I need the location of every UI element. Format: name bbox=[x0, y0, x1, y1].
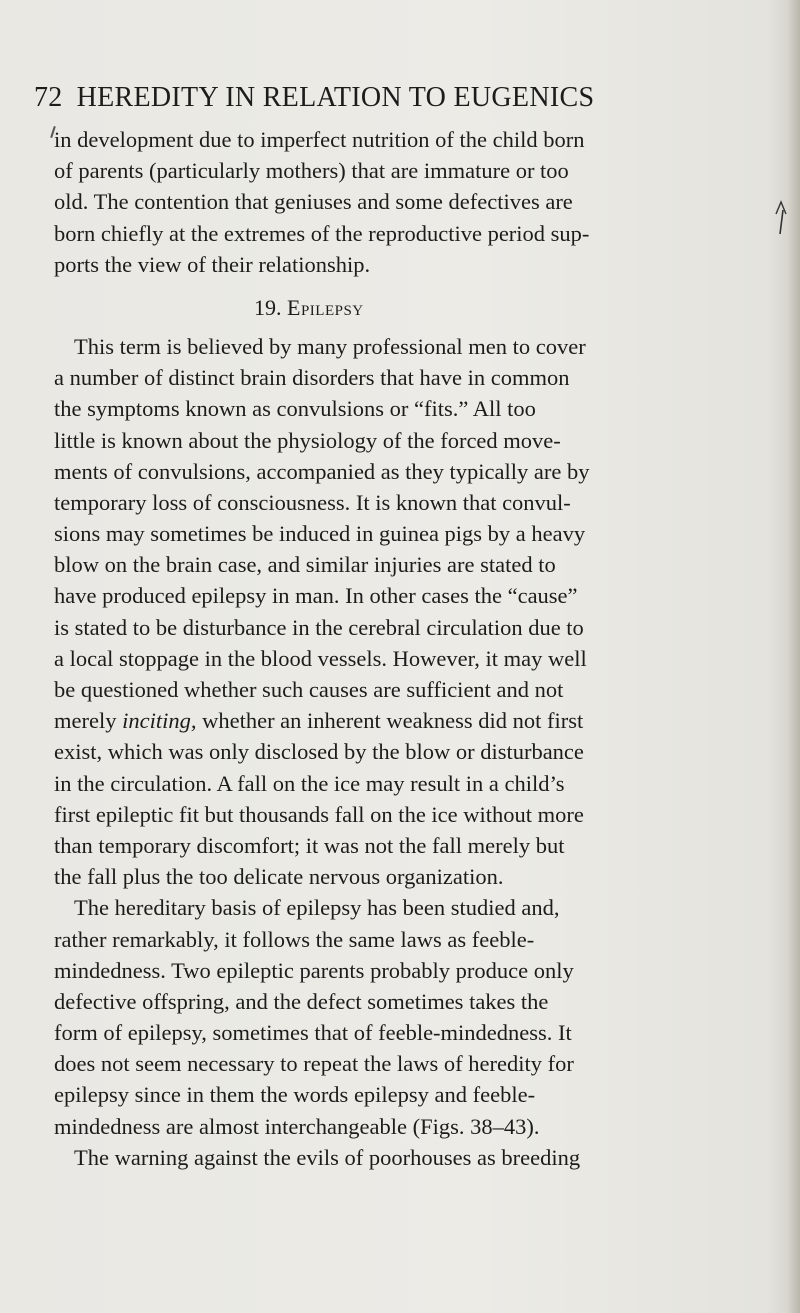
text-line: does not seem necessary to repeat the laws of heredity for bbox=[54, 1051, 574, 1077]
text-line: little is known about the physiology of the forced move- bbox=[54, 427, 561, 453]
handwritten-caret-mark-icon bbox=[774, 200, 788, 236]
text-line: than temporary discomfort; it was not the fall merely but bbox=[54, 832, 565, 858]
text-line: of parents (particularly mothers) that are immature or too bbox=[54, 158, 569, 184]
text-line: have produced epilepsy in man. In other cases the “cause” bbox=[54, 583, 578, 609]
text-line: ments of convulsions, accompanied as they typically are by bbox=[54, 458, 590, 484]
text-line: form of epilepsy, sometimes that of feeble-mindedness. It bbox=[54, 1020, 572, 1046]
text-line: exist, which was only disclosed by the blow or disturbance bbox=[54, 739, 584, 765]
page-number: 72 bbox=[34, 82, 63, 113]
text-line: mindedness are almost interchangeable (Figs. 38–43). bbox=[54, 1113, 540, 1139]
text-line: sions may sometimes be induced in guinea pigs by a heavy bbox=[54, 521, 586, 547]
text-line: first epileptic fit but thousands fall on the ice without more bbox=[54, 801, 584, 827]
text-line: a local stoppage in the blood vessels. However, it may well bbox=[54, 645, 587, 671]
text-line: rather remarkably, it follows the same laws as feeble- bbox=[54, 926, 535, 952]
text-line: blow on the brain case, and similar injuries are stated to bbox=[54, 552, 556, 578]
body-text bbox=[54, 124, 734, 1173]
line-text-before: merely bbox=[54, 708, 123, 734]
paragraph-first-line: This term is believed by many professional men to cover bbox=[74, 333, 586, 359]
text-line: ports the view of their relationship. bbox=[54, 251, 371, 277]
paragraph-first-line: The warning against the evils of poorhouses as breeding bbox=[74, 1144, 581, 1170]
running-title: HEREDITY IN RELATION TO EUGENICS bbox=[76, 82, 595, 113]
text-line: the fall plus the too delicate nervous organization. bbox=[54, 864, 504, 890]
section-heading bbox=[54, 286, 734, 329]
text-line: born chiefly at the extremes of the reproductive period sup- bbox=[54, 220, 590, 246]
text-line: in development due to imperfect nutrition of the child born bbox=[54, 127, 585, 152]
text-line: mindedness. Two epileptic parents probably produce only bbox=[54, 957, 574, 983]
paragraph-first-line: The hereditary basis of epilepsy has been studied and, bbox=[74, 895, 560, 921]
text-line-with-italic bbox=[54, 705, 734, 736]
page-edge-shadow bbox=[788, 0, 800, 1313]
text-line: old. The contention that geniuses and some defectives are bbox=[54, 189, 573, 215]
text-line: a number of distinct brain disorders that have in common bbox=[54, 365, 570, 391]
text-line: temporary loss of consciousness. It is known that convul- bbox=[54, 489, 571, 515]
line-text-after: whether an inherent weakness did not first bbox=[196, 708, 584, 734]
section-number: 19. bbox=[254, 294, 282, 320]
running-head bbox=[34, 78, 734, 118]
text-line: be questioned whether such causes are sufficient and not bbox=[54, 677, 564, 702]
text-line: is stated to be disturbance in the cerebral circulation due to bbox=[54, 614, 584, 640]
text-line: the symptoms known as convulsions or “fits.” All too bbox=[54, 396, 536, 422]
text-line: in the circulation. A fall on the ice may result in a child’s bbox=[54, 770, 565, 796]
italic-word: inciting, bbox=[122, 708, 197, 734]
text-line: defective offspring, and the defect sometimes takes the bbox=[54, 988, 549, 1014]
text-line: epilepsy since in them the words epilepsy and feeble- bbox=[54, 1082, 536, 1108]
section-title: Epilepsy bbox=[287, 294, 364, 320]
